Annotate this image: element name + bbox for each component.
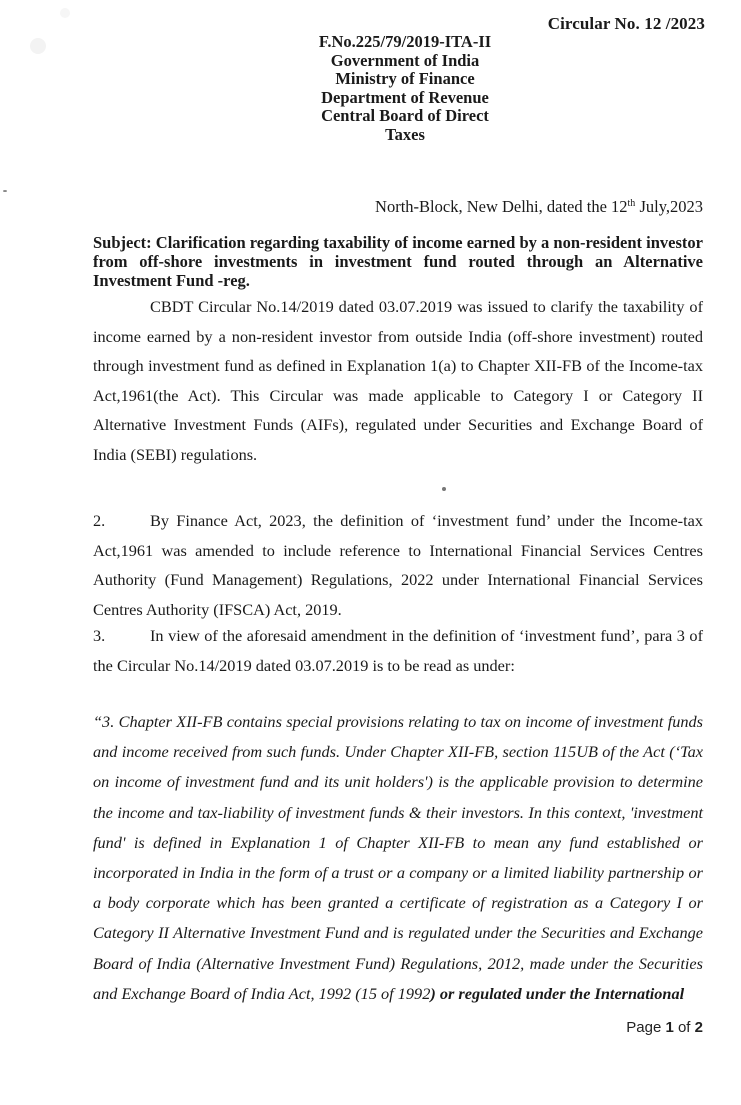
scan-speck: [442, 487, 446, 491]
letterhead: [300, 33, 510, 144]
page-of: of: [673, 1019, 695, 1036]
page-number: [626, 1019, 703, 1036]
subject-line: Subject: Clarification regarding taxability of income earned by a non-resident investor from off-shore investments in investment fund routed through an Alternative Investment Fund -reg.: [93, 233, 703, 290]
page-total: 2: [694, 1019, 703, 1036]
paragraph-text: In view of the aforesaid amendment in the definition of ‘investment fund’, para 3 of the Circular No.14/2019 dated 03.07.2019 is to be read as under:: [93, 626, 703, 675]
paragraph-number: 2.: [93, 511, 106, 530]
paragraph-text: By Finance Act, 2023, the definition of ‘investment fund’ under the Income-tax Act,1961 was amended to include reference to International Financial Services Centres Authority (Fund Management) Regulations, 2022 under International Financial Services Centres Authority (IFSCA) Act, 2019.: [93, 511, 703, 619]
scan-speck: [30, 38, 46, 54]
circular-number: Circular No. 12 /2023: [547, 14, 705, 33]
board-name: Central Board of Direct Taxes: [321, 106, 489, 144]
page-label: Page: [626, 1019, 666, 1036]
page-current: 1: [665, 1019, 674, 1036]
government-name: Government of India: [330, 50, 480, 70]
quote-amendment-text: ) or regulated under the International: [430, 983, 685, 1003]
date-suffix: July,2023: [635, 197, 703, 216]
quote-text: “3. Chapter XII-FB contains special provisions relating to tax on income of investment funds and income received from such funds. Under Chapter XII-FB, section 115UB of the Act (‘Tax on income of investment fund and its unit holders') is the applicable provision to determine the income and tax-liability of investment funds & their investors. In this context, 'investment fund' is defined in Explanation 1 of Chapter XII-FB to mean any fund established or incorporated in India in the form of a trust or a company or a limited liability partnership or a body corporate which has been granted a certificate of registration as a Category I or Category II Alternative Investment Fund and is regulated under the Securities and Exchange Board of India (Alternative Investment Fund) Regulations, 2012, made under the Securities and Exchange Board of India Act, 1992 (15 of 1992: [93, 712, 703, 1003]
paragraph-2: [93, 506, 703, 624]
paragraph-3: [93, 621, 703, 680]
quoted-paragraph: [93, 707, 703, 1009]
date-ordinal: th: [627, 198, 636, 209]
ministry-name: Ministry of Finance: [335, 69, 475, 88]
paragraph-number: 3.: [93, 626, 106, 645]
file-number: F.No.225/79/2019-ITA-II: [318, 32, 492, 51]
scan-speck: [60, 8, 70, 18]
department-name: Department of Revenue: [321, 87, 489, 107]
paragraph-1: CBDT Circular No.14/2019 dated 03.07.2019 was issued to clarify the taxability of income earned by a non-resident investor from outside India (off-shore investment) routed through investment fund as defined in Explanation 1(a) to Chapter XII-FB of the Income-tax Act,1961(the Act). This Circular was made applicable to Category I or Category II Alternative Investment Funds (AIFs), regulated under Securities and Exchange Board of India (SEBI) regulations.: [93, 297, 703, 464]
scan-speck: [3, 190, 7, 192]
place-and-date: [375, 197, 703, 217]
date-prefix: North-Block, New Delhi, dated the 12: [375, 197, 628, 216]
